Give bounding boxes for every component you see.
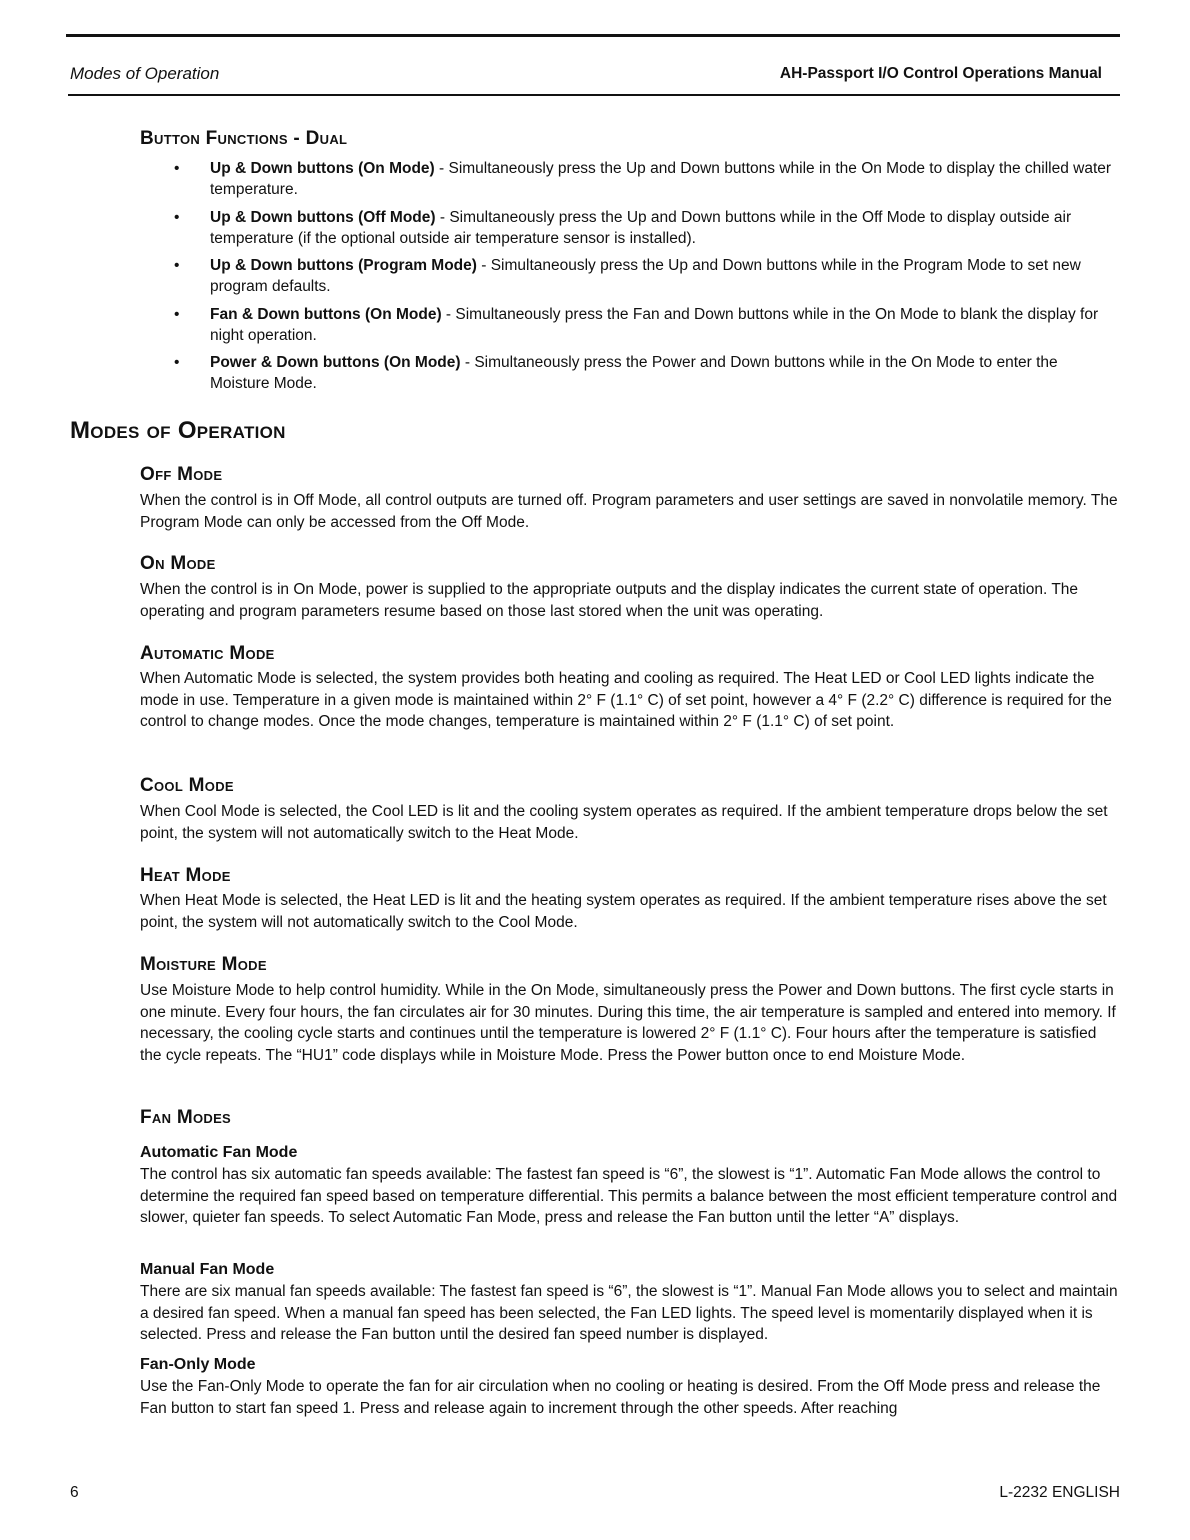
heading-automatic-mode: Automatic Mode — [140, 643, 275, 664]
heading-manual-fan-mode: Manual Fan Mode — [140, 1261, 275, 1278]
button-functions-list — [140, 158, 1120, 401]
paragraph-manual-fan-mode: There are six manual fan speeds available: The fastest fan speed is “6”, the slowest is “1”. Manual Fan Mode allows you to select and maintain a desired fan speed. When a manual fan speed has been selected, the Fan LED lights. The speed level is momentarily displayed when it is selected. Press and release the Fan button until the desired fan speed number is displayed. — [140, 1283, 1118, 1344]
running-header-section: Modes of Operation — [70, 64, 220, 83]
bullet-icon: • — [174, 257, 180, 274]
bullet-icon: • — [174, 354, 180, 371]
paragraph-cool-mode: When Cool Mode is selected, the Cool LED is lit and the cooling system operates as required. If the ambient temperature drops below the set point, the system will not automatically switch to the Heat Mode. — [140, 803, 1108, 842]
header-top-rule — [66, 34, 1120, 37]
list-item — [140, 207, 1120, 249]
heading-moisture-mode: Moisture Mode — [140, 954, 267, 975]
paragraph-fan-only-mode: Use the Fan-Only Mode to operate the fan for air circulation when no cooling or heating is desired. From the Off Mode press and release the Fan button to start fan speed 1. Press and release again to increment through the other speeds. After reaching — [140, 1378, 1101, 1417]
item-text: - Simultaneously press the Fan and Down buttons while in the On Mode to blank the display for night operation. — [210, 305, 1099, 344]
paragraph-moisture-mode: Use Moisture Mode to help control humidity. While in the On Mode, simultaneously press the Power and Down buttons. The first cycle starts in one minute. Every four hours, the fan circulates air for 30 minutes. During this time, the air temperature is sampled and entered into memory. If necessary, the cooling cycle starts and continues until the temperature is lowered 2° F (1.1° C). Four hours after the temperature is satisfied the cycle repeats. The “HU1” code displays while in Moisture Mode. Press the Power button once to end Moisture Mode. — [140, 982, 1116, 1064]
paragraph-automatic-fan-mode: The control has six automatic fan speeds available: The fastest fan speed is “6”, the slowest is “1”. Automatic Fan Mode allows the control to determine the required fan speed based on temperature differential. This permits a balance between the most efficient temperature control and slower, quieter fan speeds. To select Automatic Fan Mode, press and release the Fan button until the letter “A” displays. — [140, 1166, 1118, 1227]
item-text: - Simultaneously press the Up and Down buttons while in the Program Mode to set new program defaults. — [210, 257, 1081, 295]
paragraph-automatic-mode: When Automatic Mode is selected, the system provides both heating and cooling as required. The Heat LED or Cool LED lights indicate the mode in use. Temperature in a given mode is maintained within 2° F (1.1° C) of set point, however a 4° F (2.2° C) difference is required for the control to change modes. Once the mode changes, temperature is maintained within 2° F (1.1° C) of set point. — [140, 670, 1112, 731]
heading-automatic-fan-mode: Automatic Fan Mode — [140, 1144, 298, 1161]
list-item — [140, 158, 1120, 200]
header-bottom-rule — [68, 94, 1120, 96]
item-term: Up & Down buttons (Program Mode) — [210, 257, 477, 274]
document-id: L-2232 ENGLISH — [999, 1484, 1120, 1501]
heading-modes-of-operation: Modes of Operation — [70, 417, 286, 444]
heading-fan-modes: Fan Modes — [140, 1107, 232, 1128]
item-term: Up & Down buttons (On Mode) — [210, 160, 435, 177]
heading-off-mode: Off Mode — [140, 464, 223, 485]
list-item — [140, 352, 1120, 394]
list-item — [140, 304, 1120, 346]
item-term: Up & Down buttons (Off Mode) — [210, 208, 436, 226]
running-header-title: AH-Passport I/O Control Operations Manual — [779, 65, 1102, 82]
heading-on-mode: On Mode — [140, 553, 216, 574]
item-term: Power & Down buttons (On Mode) — [210, 354, 461, 371]
bullet-icon: • — [174, 160, 180, 177]
paragraph-off-mode: When the control is in Off Mode, all control outputs are turned off. Program parameters and user settings are saved in nonvolatile memory. The Program Mode can only be accessed from the Off Mode. — [140, 492, 1118, 531]
item-term: Fan & Down buttons (On Mode) — [210, 305, 442, 323]
item-text: - Simultaneously press the Up and Down buttons while in the Off Mode to display outside air temperature (if the optional outside air temperature sensor is installed). — [210, 208, 1072, 247]
item-text: - Simultaneously press the Power and Down buttons while in the On Mode to enter the Moisture Mode. — [210, 354, 1058, 392]
paragraph-on-mode: When the control is in On Mode, power is supplied to the appropriate outputs and the display indicates the current state of operation. The operating and program parameters resume based on those last stored when the unit was operating. — [140, 581, 1079, 620]
paragraph-heat-mode: When Heat Mode is selected, the Heat LED is lit and the heating system operates as required. If the ambient temperature rises above the set point, the system will not automatically switch to the Cool Mode. — [140, 892, 1107, 931]
bullet-icon: • — [174, 208, 180, 226]
list-item — [140, 255, 1120, 297]
page-number: 6 — [70, 1484, 79, 1501]
heading-fan-only-mode: Fan-Only Mode — [140, 1356, 256, 1373]
item-text: - Simultaneously press the Up and Down buttons while in the On Mode to display the chilled water temperature. — [210, 160, 1112, 198]
heading-heat-mode: Heat Mode — [140, 865, 231, 886]
bullet-icon: • — [174, 305, 180, 323]
heading-cool-mode: Cool Mode — [140, 775, 234, 796]
heading-button-functions: Button Functions - Dual — [140, 128, 348, 149]
